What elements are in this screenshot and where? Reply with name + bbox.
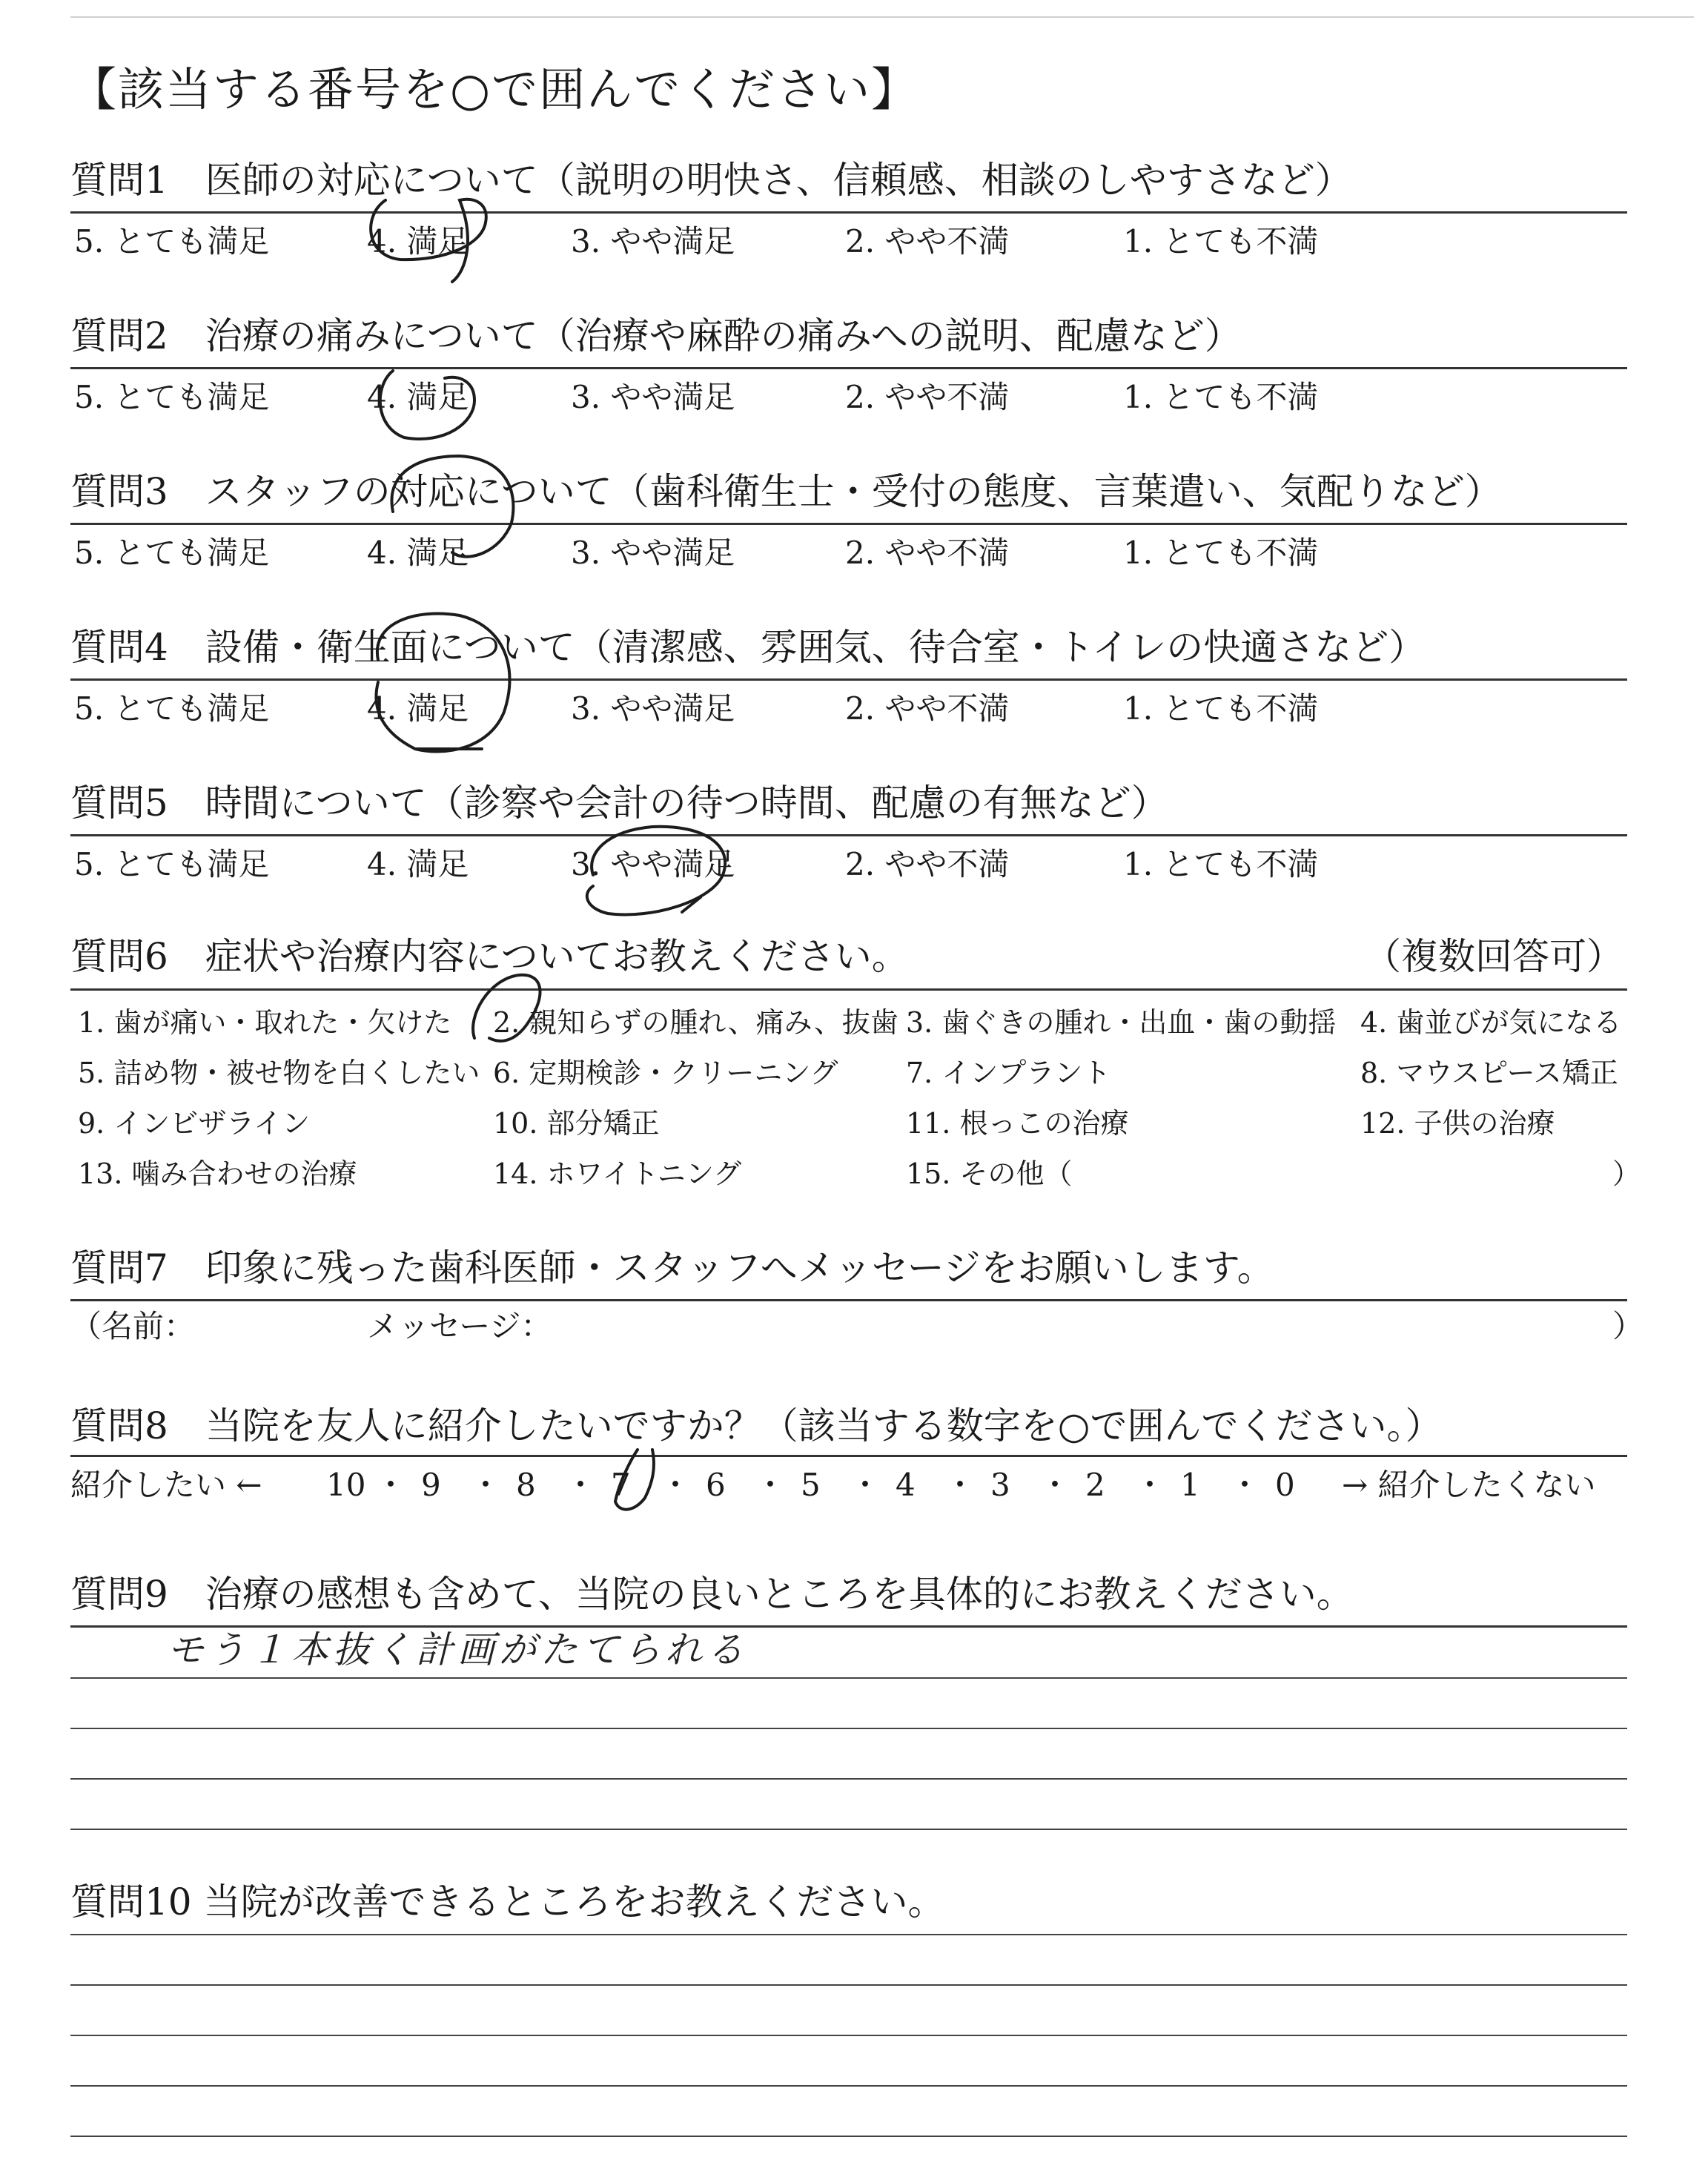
q1-option-1[interactable]: 1. とても不満 xyxy=(1123,223,1319,260)
question-10-title: 質問10 当院が改善できるところをお教えください。 xyxy=(70,1880,945,1923)
q10-line-2 xyxy=(70,1984,1627,1986)
q8-scale-value[interactable]: 6 xyxy=(706,1467,726,1503)
q1-option-2[interactable]: 2. やや不満 xyxy=(845,223,1010,260)
q8-right-label: → 紹介したくない xyxy=(1342,1467,1596,1503)
question-7-rule xyxy=(70,1299,1627,1301)
q6-item-1[interactable]: 1. 歯が痛い・取れた・欠けた xyxy=(78,1006,452,1039)
question-4-rule xyxy=(70,678,1627,681)
q4-option-3[interactable]: 3. やや満足 xyxy=(571,690,735,727)
q8-scale-separator: ・ xyxy=(565,1467,597,1503)
q6-item-2[interactable]: 2. 親知らずの腫れ、痛み、抜歯 xyxy=(493,1006,898,1039)
q5-option-2[interactable]: 2. やや不満 xyxy=(845,846,1010,882)
q4-option-2[interactable]: 2. やや不満 xyxy=(845,690,1010,727)
instruction-heading: 【該当する番号を○で囲んでください】 xyxy=(70,62,919,116)
q8-scale-value[interactable]: 0 xyxy=(1275,1467,1295,1503)
q6-item-15-close: ） xyxy=(1612,1157,1641,1190)
q10-line-3 xyxy=(70,2035,1627,2036)
q8-scale-value[interactable]: 5 xyxy=(801,1467,821,1503)
question-3-rule xyxy=(70,523,1627,525)
q6-item-14[interactable]: 14. ホワイトニング xyxy=(493,1157,742,1190)
q4-option-4[interactable]: 4. 満足 xyxy=(367,690,469,727)
q3-option-3[interactable]: 3. やや満足 xyxy=(571,535,735,571)
q5-option-3[interactable]: 3. やや満足 xyxy=(571,846,735,882)
question-6-rule xyxy=(70,988,1627,991)
q8-scale-value[interactable]: 2 xyxy=(1085,1467,1105,1503)
q2-option-5[interactable]: 5. とても満足 xyxy=(74,379,270,415)
q2-option-3[interactable]: 3. やや満足 xyxy=(571,379,735,415)
question-8-rule xyxy=(70,1455,1627,1457)
q2-option-4[interactable]: 4. 満足 xyxy=(367,379,469,415)
q9-line-4 xyxy=(70,1829,1627,1830)
q8-left-label: 紹介したい ← xyxy=(70,1467,262,1503)
q8-scale-value[interactable]: 10 xyxy=(326,1467,366,1503)
q10-line-5 xyxy=(70,2136,1627,2137)
q8-scale-value[interactable]: 4 xyxy=(896,1467,916,1503)
q5-option-5[interactable]: 5. とても満足 xyxy=(74,846,270,882)
question-9-title: 質問9 治療の感想も含めて、当院の良いところを具体的にお教えください。 xyxy=(70,1573,1354,1616)
q8-scale-value[interactable]: 9 xyxy=(421,1467,441,1503)
q8-scale-separator: ・ xyxy=(944,1467,976,1503)
q6-item-7[interactable]: 7. インプラント xyxy=(906,1057,1111,1089)
q5-option-4[interactable]: 4. 満足 xyxy=(367,846,469,882)
question-9-rule xyxy=(70,1625,1627,1628)
q8-scale-value[interactable]: 8 xyxy=(516,1467,536,1503)
q8-scale-value[interactable]: 7 xyxy=(611,1467,631,1503)
q10-line-4 xyxy=(70,2085,1627,2087)
question-2-title: 質問2 治療の痛みについて（治療や麻酔の痛みへの説明、配慮など） xyxy=(70,314,1242,357)
q6-item-3[interactable]: 3. 歯ぐきの腫れ・出血・歯の動揺 xyxy=(906,1006,1337,1039)
q6-item-12[interactable]: 12. 子供の治療 xyxy=(1360,1107,1555,1140)
q8-scale-separator: ・ xyxy=(1229,1467,1261,1503)
q6-item-6[interactable]: 6. 定期検診・クリーニング xyxy=(493,1057,838,1089)
q8-scale-separator: ・ xyxy=(660,1467,692,1503)
q8-scale-separator: ・ xyxy=(1134,1467,1166,1503)
question-1-title: 質問1 医師の対応について（説明の明快さ、信頼感、相談のしやすさなど） xyxy=(70,159,1352,202)
question-6-title: 質問6 症状や治療内容についてお教えください。 xyxy=(70,935,909,978)
q8-scale-separator: ・ xyxy=(1039,1467,1071,1503)
q3-option-5[interactable]: 5. とても満足 xyxy=(74,535,270,571)
question-1-rule xyxy=(70,211,1627,214)
question-8-title: 質問8 当院を友人に紹介したいですか？（該当する数字を○で囲んでください。） xyxy=(70,1404,1443,1447)
q1-option-3[interactable]: 3. やや満足 xyxy=(571,223,735,260)
q8-scale-separator: ・ xyxy=(375,1467,407,1503)
q1-option-5[interactable]: 5. とても満足 xyxy=(74,223,270,260)
question-6-note: （複数回答可） xyxy=(1364,935,1623,978)
q9-line-2 xyxy=(70,1728,1627,1729)
q3-option-2[interactable]: 2. やや不満 xyxy=(845,535,1010,571)
q3-option-1[interactable]: 1. とても不満 xyxy=(1123,535,1319,571)
q6-item-5[interactable]: 5. 詰め物・被せ物を白くしたい xyxy=(78,1057,480,1089)
question-2-rule xyxy=(70,367,1627,369)
q6-item-13[interactable]: 13. 噛み合わせの治療 xyxy=(78,1157,357,1190)
q8-scale-separator: ・ xyxy=(470,1467,502,1503)
question-3-title: 質問3 スタッフの対応について（歯科衛生士・受付の態度、言葉遣い、気配りなど） xyxy=(70,470,1502,513)
question-5-rule xyxy=(70,834,1627,836)
q7-name-label: （名前： xyxy=(70,1308,196,1344)
q3-option-4[interactable]: 4. 満足 xyxy=(367,535,469,571)
page-top-edge xyxy=(70,16,1694,18)
q4-option-1[interactable]: 1. とても不満 xyxy=(1123,690,1319,727)
q8-scale-value[interactable]: 3 xyxy=(990,1467,1010,1503)
q6-item-11[interactable]: 11. 根っこの治療 xyxy=(906,1107,1129,1140)
q9-handwritten-answer[interactable]: モう１本抜く計画がたてられる xyxy=(167,1628,748,1671)
q8-scale-separator: ・ xyxy=(850,1467,881,1503)
q7-message-label: メッセージ： xyxy=(367,1308,552,1344)
q4-option-5[interactable]: 5. とても満足 xyxy=(74,690,270,727)
question-7-title: 質問7 印象に残った歯科医師・スタッフへメッセージをお願いします。 xyxy=(70,1246,1274,1289)
q2-option-1[interactable]: 1. とても不満 xyxy=(1123,379,1319,415)
q6-item-4[interactable]: 4. 歯並びが気になる xyxy=(1360,1006,1622,1039)
q8-scale-separator: ・ xyxy=(755,1467,787,1503)
q6-item-9[interactable]: 9. インビザライン xyxy=(78,1107,311,1140)
q6-item-8[interactable]: 8. マウスピース矯正 xyxy=(1360,1057,1618,1089)
q6-item-15[interactable]: 15. その他（ xyxy=(906,1157,1073,1190)
q5-option-1[interactable]: 1. とても不満 xyxy=(1123,846,1319,882)
q9-line-3 xyxy=(70,1778,1627,1780)
q6-item-10[interactable]: 10. 部分矯正 xyxy=(493,1107,660,1140)
q8-scale-value[interactable]: 1 xyxy=(1180,1467,1200,1503)
question-4-title: 質問4 設備・衛生面について（清潔感、雰囲気、待合室・トイレの快適さなど） xyxy=(70,626,1426,669)
q9-line-1 xyxy=(70,1677,1627,1679)
q7-close-paren: ） xyxy=(1612,1308,1644,1344)
question-5-title: 質問5 時間について（診察や会計の待つ時間、配慮の有無など） xyxy=(70,782,1168,825)
q10-line-1 xyxy=(70,1934,1627,1935)
q2-option-2[interactable]: 2. やや不満 xyxy=(845,379,1010,415)
q1-option-4[interactable]: 4. 満足 xyxy=(367,223,469,260)
